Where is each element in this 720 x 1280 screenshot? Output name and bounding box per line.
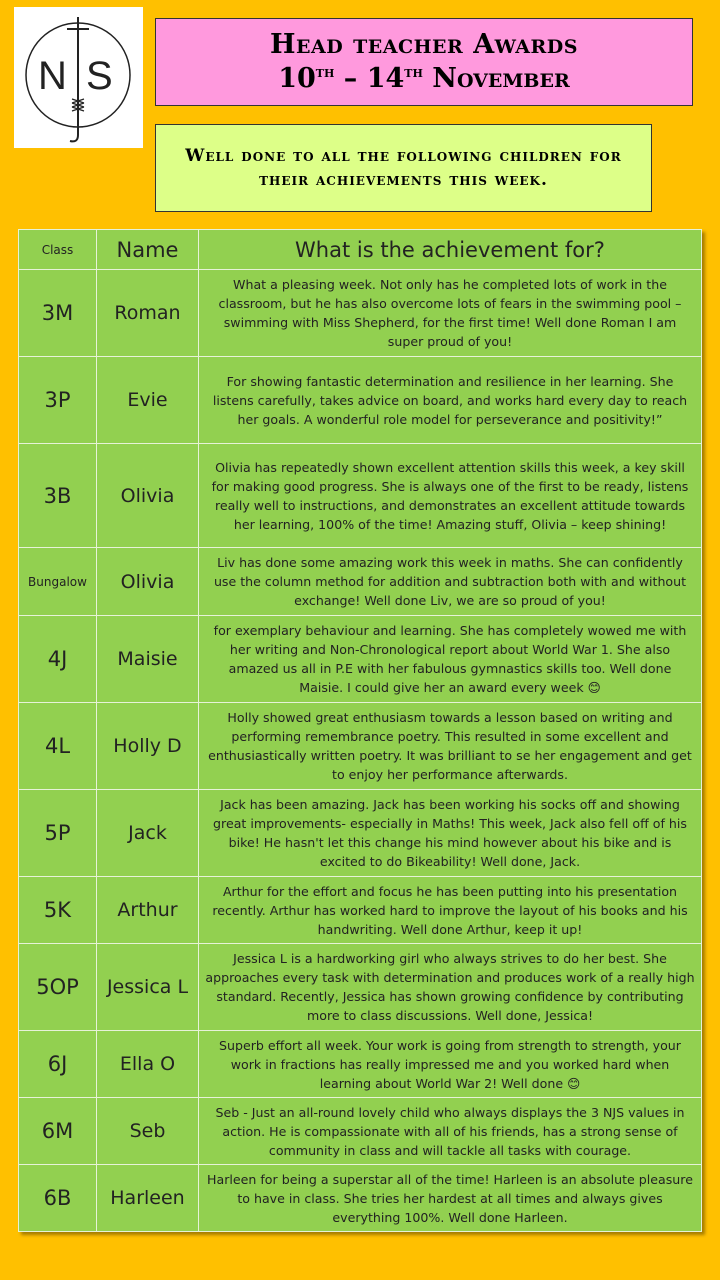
row-achievement: Olivia has repeatedly shown excellent attention skills this week, a key skill for making good progress. She is always one of the first to be ready, listens really well to instructions, and demonstrates an excellent attitude towards her learning, 100% of the time! Amazing stuff, Olivia – keep shining! xyxy=(199,444,702,548)
table-row xyxy=(19,877,702,944)
row-achievement: Liv has done some amazing work this week in maths. She can confidently use the column method for addition and subtraction both with and without exchange! Well done Liv, we are so proud of you! xyxy=(199,548,702,616)
row-class: 4L xyxy=(19,703,97,790)
row-achievement: What a pleasing week. Not only has he completed lots of work in the classroom, but he has also overcome lots of fears in the swimming pool – swimming with Miss Shepherd, for the first time! Well done Roman I am super proud of you! xyxy=(199,270,702,357)
row-name: Arthur xyxy=(97,877,199,944)
logo-letter-n: N xyxy=(38,54,67,98)
row-name: Ella O xyxy=(97,1031,199,1098)
row-name: Evie xyxy=(97,357,199,444)
row-achievement: Seb - Just an all-round lovely child who always displays the 3 NJS values in action. He is compassionate with all of his friends, has a strong sense of community in class and will tackle all tasks with courage. xyxy=(199,1098,702,1165)
row-class: 5K xyxy=(19,877,97,944)
subtitle-text: Well done to all the following children for their achievements this week. xyxy=(185,146,622,190)
row-name: Jessica L xyxy=(97,944,199,1031)
row-name: Olivia xyxy=(97,548,199,616)
table-row xyxy=(19,1098,702,1165)
row-class: 4J xyxy=(19,616,97,703)
table-row xyxy=(19,1031,702,1098)
awards-table xyxy=(18,229,702,1232)
header-class: Class xyxy=(19,230,97,270)
row-name: Olivia xyxy=(97,444,199,548)
table-row xyxy=(19,616,702,703)
row-class: 5P xyxy=(19,790,97,877)
row-achievement: Jessica L is a hardworking girl who always strives to do her best. She approaches every task with determination and produces work of a really high standard. Recently, Jessica has shown growing confidence by contributing more to class discussions. Well done, Jessica! xyxy=(199,944,702,1031)
row-class: 6B xyxy=(19,1165,97,1232)
row-name: Holly D xyxy=(97,703,199,790)
row-achievement: for exemplary behaviour and learning. She has completely wowed me with her writing and Non-Chronological report about World War 1. She also amazed us all in P.E with her fabulous gymnastics skills too. Well done Maisie. I could give her an award every week 😊 xyxy=(199,616,702,703)
row-class: 6J xyxy=(19,1031,97,1098)
row-class: 3P xyxy=(19,357,97,444)
table-row xyxy=(19,357,702,444)
table-row xyxy=(19,548,702,616)
row-name: Roman xyxy=(97,270,199,357)
title-banner xyxy=(155,18,693,106)
table-row xyxy=(19,444,702,548)
row-class: 6M xyxy=(19,1098,97,1165)
header-name: Name xyxy=(97,230,199,270)
page-title: Head teacher Awards xyxy=(269,29,579,60)
row-achievement: Arthur for the effort and focus he has been putting into his presentation recently. Arthur has worked hard to improve the layout of his books and his handwriting. Well done Arthur, keep it up! xyxy=(199,877,702,944)
subtitle-banner xyxy=(155,124,652,212)
row-achievement: Holly showed great enthusiasm towards a lesson based on writing and performing remembrance poetry. This resulted in some excellent and enthusiastically written poetry. It was brilliant to se her engagement and get to enjoy her performance afterwards. xyxy=(199,703,702,790)
row-achievement: For showing fantastic determination and resilience in her learning. She listens carefully, takes advice on board, and works hard every day to reach her goals. A wonderful role model for perseverance and positivity!” xyxy=(199,357,702,444)
row-achievement: Jack has been amazing. Jack has been working his socks off and showing great improvements- especially in Maths! This week, Jack also fell off of his bike! He hasn't let this change his mind however about his bike and is excited to do Bikeability! Well done, Jack. xyxy=(199,790,702,877)
row-name: Jack xyxy=(97,790,199,877)
row-class: 3B xyxy=(19,444,97,548)
row-name: Harleen xyxy=(97,1165,199,1232)
table-row xyxy=(19,703,702,790)
row-class: Bungalow xyxy=(19,548,97,616)
header-achievement: What is the achievement for? xyxy=(199,230,702,270)
table-row xyxy=(19,1165,702,1232)
njs-crest-icon xyxy=(14,7,143,148)
row-achievement: Harleen for being a superstar all of the time! Harleen is an absolute pleasure to have in class. She tries her hardest at all times and always gives everything 100%. Well done Harleen. xyxy=(199,1165,702,1232)
date-range: 10th – 14th November xyxy=(278,63,570,94)
row-name: Seb xyxy=(97,1098,199,1165)
row-class: 5OP xyxy=(19,944,97,1031)
row-name: Maisie xyxy=(97,616,199,703)
table-row xyxy=(19,270,702,357)
logo-letter-s: S xyxy=(86,54,113,98)
row-achievement: Superb effort all week. Your work is going from strength to strength, your work in fractions has really impressed me and you worked hard when learning about World War 2! Well done 😊 xyxy=(199,1031,702,1098)
table-header-row xyxy=(19,230,702,270)
table-row xyxy=(19,790,702,877)
row-class: 3M xyxy=(19,270,97,357)
table-row xyxy=(19,944,702,1031)
school-logo xyxy=(14,7,143,148)
